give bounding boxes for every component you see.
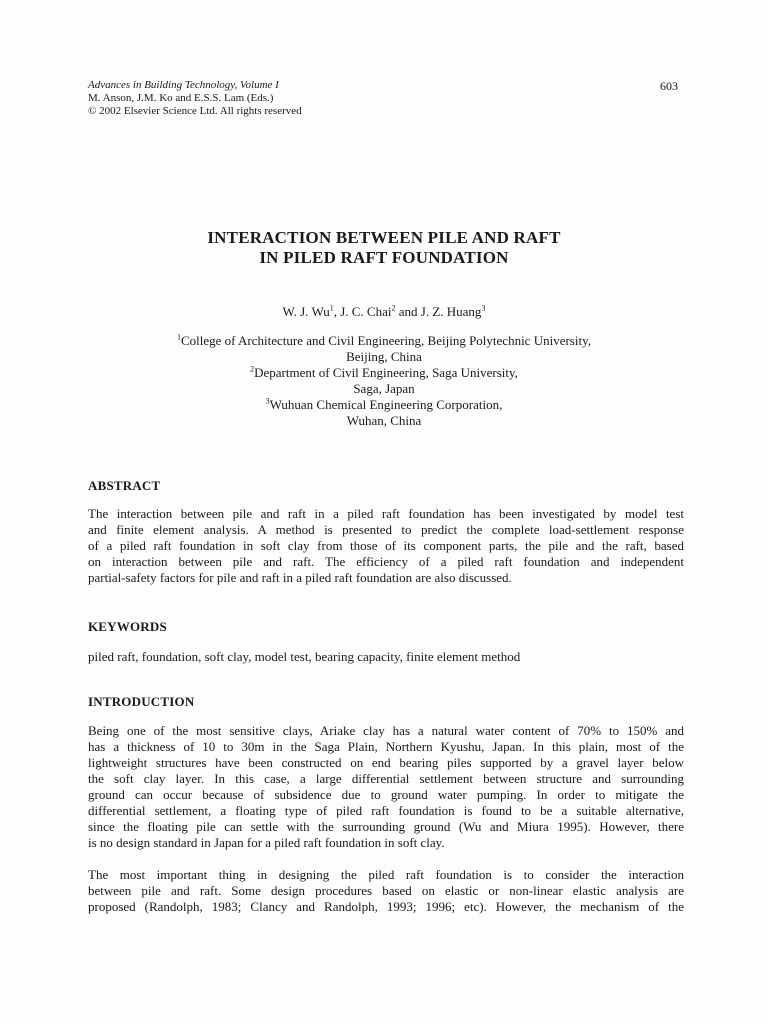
abstract-line: The interaction between pile and raft in a piled raft foundation has been investigated by model test (88, 506, 684, 521)
publication-header (88, 79, 302, 118)
intro-line: ground can occur because of subsidence due to ground water pumping. In order to mitigate the (88, 787, 684, 802)
author-2: , J. C. Chai (333, 304, 392, 319)
affiliation-2-line-2: Saga, Japan (353, 381, 415, 396)
intro-line: lightweight structures have been constructed on end bearing piles supported by a gravel layer below (88, 755, 684, 770)
intro-line: the soft clay layer. In this case, a large differential settlement between structure and surrounding (88, 771, 684, 786)
intro-line: The most important thing in designing the piled raft foundation is to consider the interaction (88, 867, 684, 882)
author-2-sup: 2 (391, 303, 396, 313)
affiliation-3-sup: 3 (265, 396, 270, 406)
intro-line: Being one of the most sensitive clays, Ariake clay has a natural water content of 70% to 150% and (88, 723, 684, 738)
page-number: 603 (660, 79, 678, 93)
affiliation-1-sup: 1 (176, 332, 181, 342)
abstract-heading: ABSTRACT (88, 478, 161, 493)
introduction-paragraph-1 (88, 723, 684, 851)
keywords-heading: KEYWORDS (88, 619, 167, 634)
affiliation-3 (0, 397, 768, 413)
author-3-sup: 3 (481, 303, 486, 313)
intro-line: proposed (Randolph, 1983; Clancy and Randolph, 1993; 1996; etc). However, the mechanism of the (88, 899, 684, 914)
abstract-line: on interaction between pile and raft. The efficiency of a piled raft foundation and independent (88, 554, 684, 569)
journal-name: Advances in Building Technology, Volume I (88, 79, 279, 91)
editors-line: M. Anson, J.M. Ko and E.S.S. Lam (Eds.) (88, 92, 274, 104)
affiliation-3-line-2: Wuhan, China (346, 413, 422, 428)
intro-line: since the floating pile can settle with the surrounding ground (Wu and Miura 1995). However, there (88, 819, 684, 834)
affiliation-2 (0, 365, 768, 381)
abstract-body (88, 506, 684, 586)
intro-line: is no design standard in Japan for a piled raft foundation in soft clay. (88, 835, 445, 850)
keywords-body (88, 649, 684, 665)
title-line-1: INTERACTION BETWEEN PILE AND RAFT (207, 228, 561, 247)
intro-line: has a thickness of 10 to 30m in the Saga Plain, Northern Kyushu, Japan. In this plain, most of the (88, 739, 684, 754)
paper-title (0, 228, 768, 268)
copyright-line: © 2002 Elsevier Science Ltd. All rights reserved (88, 105, 302, 117)
affiliation-2-line-1: Department of Civil Engineering, Saga University, (254, 365, 518, 380)
introduction-paragraph-2 (88, 867, 684, 915)
affiliation-1-line-2: Beijing, China (346, 349, 422, 364)
author-list (0, 304, 768, 320)
abstract-line: partial-safety factors for pile and raft in a piled raft foundation are also discussed. (88, 570, 512, 585)
affiliation-1 (0, 333, 768, 349)
affiliation-3-line-1: Wuhuan Chemical Engineering Corporation, (269, 397, 503, 412)
abstract-line: and finite element analysis. A method is presented to predict the complete load-settlement response (88, 522, 684, 537)
intro-line: between pile and raft. Some design procedures based on elastic or non-linear elastic analysis are (88, 883, 684, 898)
title-line-2: IN PILED RAFT FOUNDATION (259, 248, 509, 267)
keywords-text: piled raft, foundation, soft clay, model test, bearing capacity, finite element method (88, 649, 521, 664)
intro-line: differential settlement, a floating type of piled raft foundation is found to be a suitable alternative, (88, 803, 684, 818)
affiliation-1-line-1: College of Architecture and Civil Engineering, Beijing Polytechnic University, (180, 333, 591, 348)
author-3: and J. Z. Huang (395, 304, 482, 319)
affiliation-list (0, 333, 768, 429)
author-1-sup: 1 (329, 303, 334, 313)
affiliation-2-sup: 2 (250, 364, 255, 374)
abstract-line: of a piled raft foundation in soft clay from those of its component parts, the pile and the raft, based (88, 538, 684, 553)
introduction-heading: INTRODUCTION (88, 694, 195, 709)
author-1: W. J. Wu (282, 304, 330, 319)
